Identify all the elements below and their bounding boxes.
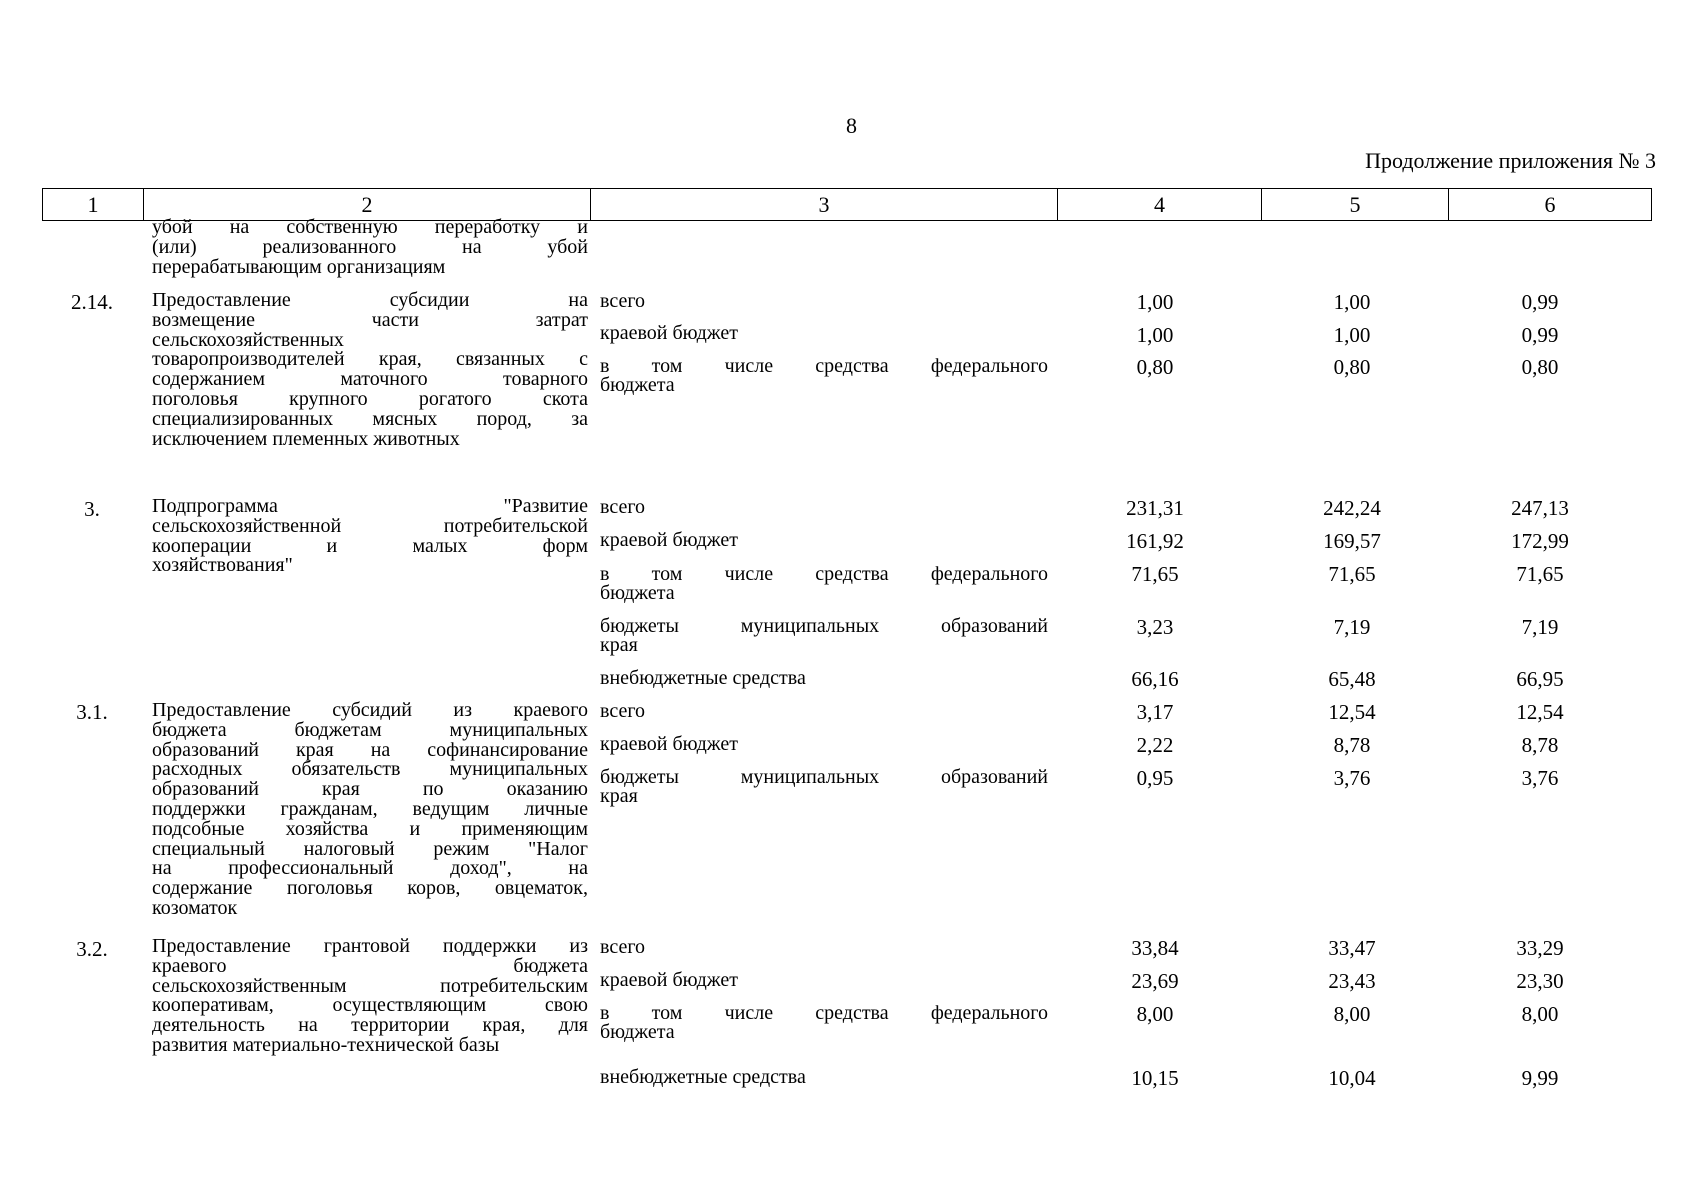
name-line: Предоставление субсидий из краевого: [152, 699, 588, 721]
value-col-4: 66,16: [1131, 667, 1179, 691]
name-line: расходных обязательств муниципальных: [152, 758, 588, 781]
row-name: [152, 497, 588, 576]
value-col-6: 12,54: [1516, 700, 1564, 724]
row-name: [152, 701, 588, 919]
name-line: (или) реализованного на убой: [152, 235, 588, 258]
row-number: 3.1.: [76, 700, 108, 724]
row-number: 2.14.: [71, 290, 113, 314]
value-col-6: 71,65: [1516, 562, 1564, 586]
value-col-6: 23,30: [1516, 969, 1564, 993]
name-line: специализированных мясных пород, за: [152, 407, 588, 430]
name-line: товаропроизводителей края, связанных с: [152, 348, 588, 371]
value-col-6: 172,99: [1511, 529, 1569, 553]
value-col-6: 7,19: [1521, 615, 1559, 639]
source: [600, 565, 1048, 603]
name-line: исключением племенных животных: [152, 427, 460, 450]
value-col-6: 66,95: [1516, 667, 1564, 691]
source-line: всего: [600, 700, 646, 722]
value-col-6: 33,29: [1516, 936, 1564, 960]
name-line: образований края на софинансирование: [152, 738, 588, 761]
row-name: [152, 291, 588, 449]
continuation-label: Продолжение приложения № 3: [1365, 148, 1656, 173]
name-line: специальный налоговый режим "Налог: [152, 837, 588, 860]
row-number: 3.: [84, 497, 100, 521]
value-col-4: 231,31: [1126, 496, 1184, 520]
value-col-4: 10,15: [1131, 1066, 1179, 1090]
name-line: деятельность на территории края, для: [152, 1014, 588, 1037]
name-line: поддержки гражданам, ведущим личные: [152, 797, 588, 820]
value-col-6: 0,80: [1521, 355, 1559, 379]
name-line: сельскохозяйственным потребительским: [152, 974, 588, 997]
name-line: Предоставление грантовой поддержки из: [152, 935, 588, 957]
source: [600, 768, 1048, 806]
value-col-5: 8,00: [1333, 1002, 1371, 1026]
value-col-6: 0,99: [1521, 290, 1559, 314]
value-col-6: 247,13: [1511, 496, 1569, 520]
header-col-5: 5: [1262, 189, 1449, 221]
value-col-5: 65,48: [1328, 667, 1376, 691]
source: [600, 324, 1048, 343]
value-col-5: 71,65: [1328, 562, 1376, 586]
name-line: сельскохозяйственных: [152, 328, 344, 351]
name-line: сельскохозяйственной потребительской: [152, 514, 588, 537]
value-col-6: 8,00: [1521, 1002, 1559, 1026]
source-line: бюджеты муниципальных образований: [600, 766, 1048, 788]
value-col-4: 0,80: [1136, 355, 1174, 379]
header-col-6: 6: [1449, 189, 1652, 221]
source: [600, 702, 1048, 721]
source-line: края: [600, 785, 638, 807]
name-line: образований края по оказанию: [152, 778, 588, 801]
value-col-6: 9,99: [1521, 1066, 1559, 1090]
value-col-6: 3,76: [1521, 766, 1559, 790]
name-line: развития материально-технической базы: [152, 1033, 500, 1056]
value-col-5: 242,24: [1323, 496, 1381, 520]
source-line: края: [600, 634, 638, 656]
source-line: в том числе средства федерального: [600, 355, 1048, 377]
value-col-4: 71,65: [1131, 562, 1179, 586]
source: [600, 1068, 1048, 1087]
name-line: кооперативам, осуществляющим свою: [152, 994, 588, 1017]
name-line: бюджета бюджетам муниципальных: [152, 718, 588, 741]
value-col-5: 3,76: [1333, 766, 1371, 790]
name-line: кооперации и малых форм: [152, 534, 588, 557]
header-col-4: 4: [1058, 189, 1262, 221]
value-col-6: 8,78: [1521, 733, 1559, 757]
source: [600, 617, 1048, 655]
value-col-5: 169,57: [1323, 529, 1381, 553]
value-col-5: 12,54: [1328, 700, 1376, 724]
carryover-name: [152, 218, 588, 277]
value-col-6: 0,99: [1521, 323, 1559, 347]
value-col-5: 8,78: [1333, 733, 1371, 757]
value-col-4: 2,22: [1136, 733, 1174, 757]
name-line: поголовья крупного рогатого скота: [152, 387, 588, 410]
value-col-4: 23,69: [1131, 969, 1179, 993]
source-line: в том числе средства федерального: [600, 1002, 1048, 1024]
source-line: внебюджетные средства: [600, 1066, 806, 1088]
value-col-4: 0,95: [1136, 766, 1174, 790]
header-col-2: 2: [144, 189, 591, 221]
value-col-5: 33,47: [1328, 936, 1376, 960]
source-line: всего: [600, 290, 646, 312]
source-line: краевой бюджет: [600, 969, 738, 991]
value-col-4: 33,84: [1131, 936, 1179, 960]
header-col-3: 3: [591, 189, 1058, 221]
value-col-4: 1,00: [1136, 290, 1174, 314]
name-line: козоматок: [152, 896, 238, 919]
source-line: внебюджетные средства: [600, 667, 806, 689]
row-number: 3.2.: [76, 937, 108, 961]
source: [600, 292, 1048, 311]
source-line: краевой бюджет: [600, 322, 738, 344]
source-line: бюджета: [600, 582, 675, 604]
page-number: 8: [846, 113, 857, 138]
value-col-4: 1,00: [1136, 323, 1174, 347]
source: [600, 938, 1048, 957]
source-line: бюджета: [600, 1021, 675, 1043]
value-col-5: 0,80: [1333, 355, 1371, 379]
value-col-5: 1,00: [1333, 290, 1371, 314]
source-line: бюджета: [600, 374, 675, 396]
value-col-5: 1,00: [1333, 323, 1371, 347]
source: [600, 357, 1048, 395]
name-line: Подпрограмма "Развитие: [152, 495, 588, 517]
source: [600, 971, 1048, 990]
name-line: краевого бюджета: [152, 954, 588, 977]
source-line: всего: [600, 936, 646, 958]
value-col-4: 3,23: [1136, 615, 1174, 639]
name-line: содержанием маточного товарного: [152, 368, 588, 391]
source-line: бюджеты муниципальных образований: [600, 615, 1048, 637]
name-line: убой на собственную переработку и: [152, 216, 588, 238]
source-line: в том числе средства федерального: [600, 563, 1048, 585]
name-line: хозяйствования": [152, 554, 293, 577]
source: [600, 498, 1048, 517]
value-col-5: 10,04: [1328, 1066, 1376, 1090]
source: [600, 735, 1048, 754]
source-line: краевой бюджет: [600, 529, 738, 551]
source-line: всего: [600, 496, 646, 518]
value-col-4: 8,00: [1136, 1002, 1174, 1026]
header-col-1: 1: [43, 189, 144, 221]
value-col-4: 161,92: [1126, 529, 1184, 553]
value-col-5: 23,43: [1328, 969, 1376, 993]
name-line: подсобные хозяйства и применяющим: [152, 817, 588, 840]
value-col-5: 7,19: [1333, 615, 1371, 639]
source: [600, 531, 1048, 550]
name-line: содержание поголовья коров, овцематок,: [152, 877, 588, 900]
row-name: [152, 937, 588, 1056]
name-line: на профессиональный доход", на: [152, 857, 588, 880]
source-line: краевой бюджет: [600, 733, 738, 755]
name-line: возмещение части затрат: [152, 308, 588, 331]
source: [600, 669, 1048, 688]
source: [600, 1004, 1048, 1042]
value-col-4: 3,17: [1136, 700, 1174, 724]
name-line: Предоставление субсидии на: [152, 289, 588, 311]
name-line: перерабатывающим организациям: [152, 255, 446, 278]
